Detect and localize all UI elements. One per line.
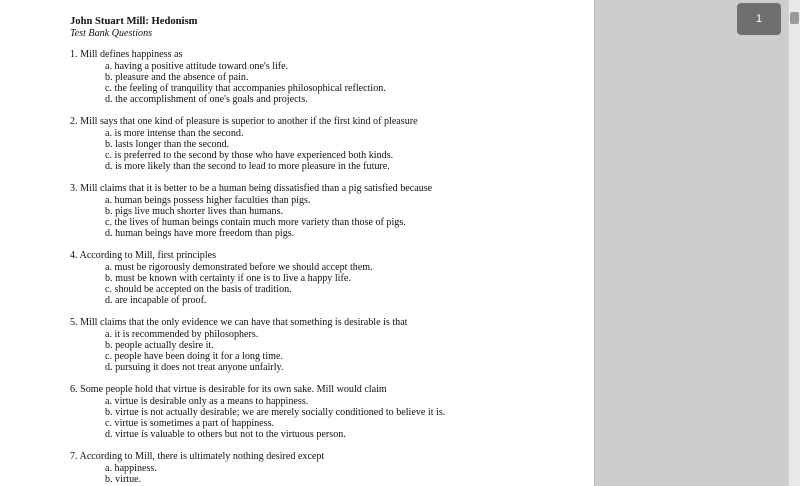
answer-option: d. pursuing it does not treat anyone unfairly. [105, 362, 284, 374]
answer-option: a. human beings possess higher faculties than pigs. [105, 194, 311, 206]
answer-option: c. virtue is sometimes a part of happiness. [105, 418, 275, 430]
question-stem: 6. Some people hold that virtue is desirable for its own sake. Mill would claim [70, 384, 387, 396]
scrollbar-thumb-icon[interactable] [790, 12, 799, 24]
viewer-gutter [594, 0, 788, 486]
answer-options [70, 262, 585, 307]
question-6 [70, 384, 585, 440]
vertical-scrollbar[interactable] [788, 0, 800, 486]
answer-option: c. should be accepted on the basis of tradition. [105, 284, 292, 296]
question-3 [70, 183, 585, 239]
answer-option: b. pigs live much shorter lives than humans. [105, 205, 284, 217]
answer-option: c. people have been doing it for a long time. [105, 351, 283, 363]
answer-option: a. happiness. [105, 462, 157, 474]
answer-option: a. virtue is desirable only as a means to happiness. [105, 395, 309, 407]
answer-options [70, 195, 585, 240]
question-1 [70, 49, 585, 105]
page-number-badge[interactable]: 1 [737, 3, 781, 35]
answer-option: d. is more likely than the second to lead to more pleasure in the future. [105, 161, 390, 173]
answer-options [70, 128, 585, 173]
answer-options [70, 463, 585, 486]
answer-options [70, 61, 585, 106]
question-stem: 1. Mill defines happiness as [70, 49, 183, 61]
question-2 [70, 116, 585, 172]
answer-option: c. the lives of human beings contain much more variety than those of pigs. [105, 217, 406, 229]
answer-option: a. is more intense than the second. [105, 127, 244, 139]
question-stem: 5. Mill claims that the only evidence we can have that something is desirable is that [70, 317, 408, 329]
answer-option: b. virtue. [105, 473, 142, 485]
question-7 [70, 451, 585, 485]
question-5 [70, 317, 585, 373]
answer-option: b. people actually desire it. [105, 339, 214, 351]
answer-option: d. are incapable of proof. [105, 295, 207, 307]
document-subtitle: Test Bank Questions [70, 28, 153, 39]
question-stem: 2. Mill says that one kind of pleasure is superior to another if the first kind of pleasure [70, 116, 418, 128]
answer-option: d. human beings have more freedom than pigs. [105, 228, 295, 240]
answer-option: b. lasts longer than the second. [105, 138, 230, 150]
answer-option: d. virtue is valuable to others but not to the virtuous person. [105, 429, 346, 441]
answer-option: a. having a positive attitude toward one's life. [105, 60, 289, 72]
answer-option: b. virtue is not actually desirable; we are merely socially conditioned to believe it is. [105, 406, 446, 418]
answer-option: c. is preferred to the second by those who have experienced both kinds. [105, 150, 394, 162]
question-stem: 3. Mill claims that it is better to be a human being dissatisfied than a pig satisfied because [70, 183, 433, 195]
answer-options [70, 329, 585, 374]
answer-option: d. the accomplishment of one's goals and projects. [105, 94, 308, 106]
question-stem: 4. According to Mill, first principles [70, 250, 217, 262]
answer-option: c. the feeling of tranquility that accompanies philosophical reflection. [105, 83, 386, 95]
document-title: John Stuart Mill: Hedonism [70, 16, 198, 27]
question-stem: 7. According to Mill, there is ultimately nothing desired except [70, 451, 325, 463]
page-content [70, 16, 585, 486]
answer-options [70, 396, 585, 441]
answer-option: a. it is recommended by philosophers. [105, 328, 259, 340]
answer-option: b. must be known with certainty if one is to live a happy life. [105, 272, 351, 284]
answer-option: b. pleasure and the absence of pain. [105, 71, 249, 83]
answer-option: a. must be rigorously demonstrated before we should accept them. [105, 261, 373, 273]
question-4 [70, 250, 585, 306]
